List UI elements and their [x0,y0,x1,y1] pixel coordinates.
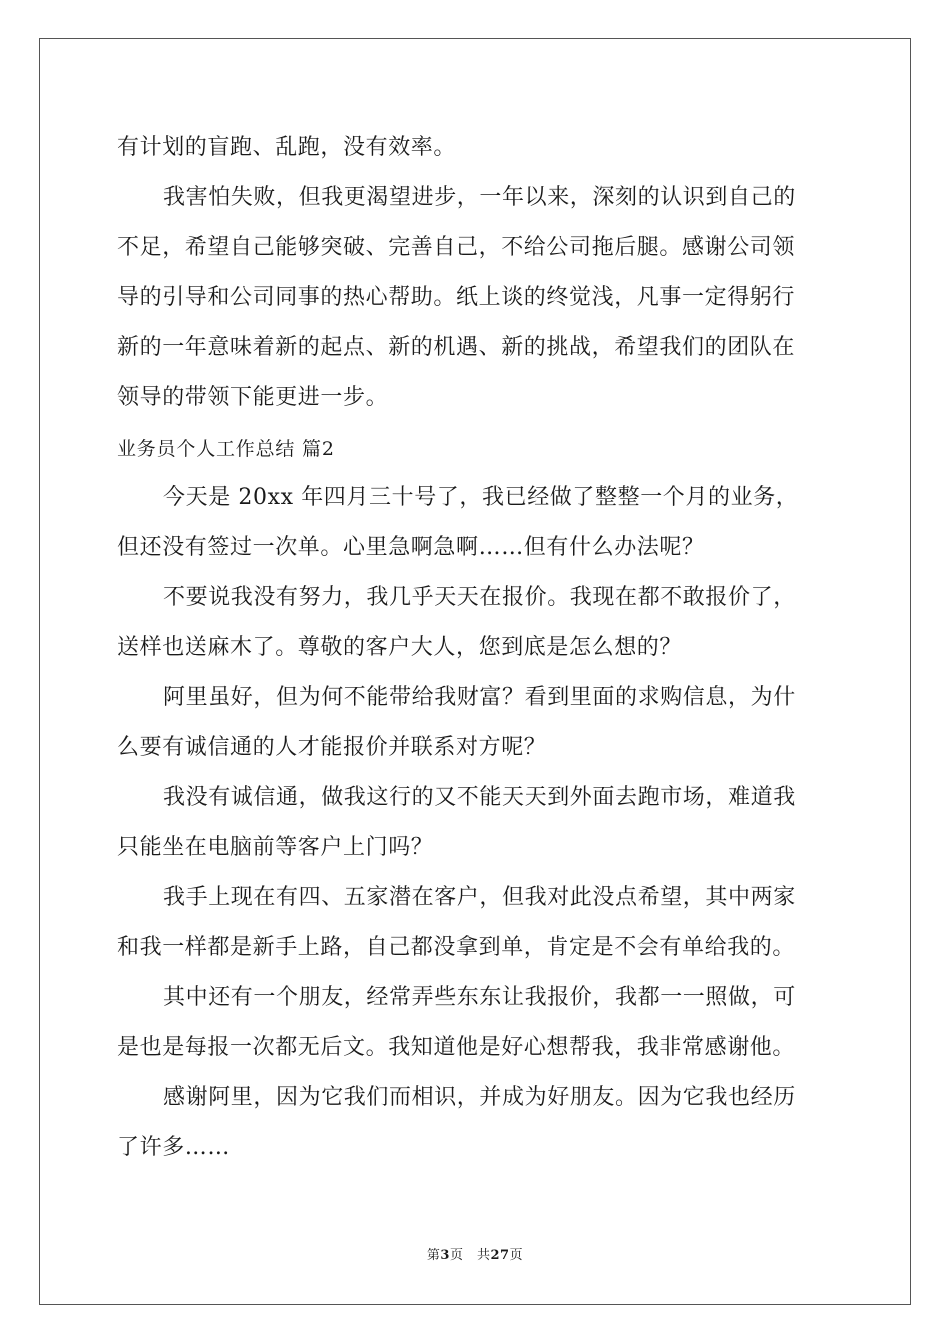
text-line: 只能坐在电脑前等客户上门吗？ [117,835,434,860]
text-line: 了许多…… [117,1135,231,1160]
text-line: 送样也送麻木了。尊敬的客户大人，您到底是怎么想的？ [117,635,683,660]
section-heading: 业务员个人工作总结 篇2 [117,438,335,460]
text-line: 导的引导和公司同事的热心帮助。纸上谈的终觉浅，凡事一定得躬行 [117,285,796,310]
text-line: 但还没有签过一次单。心里急啊急啊……但有什么办法呢？ [117,535,705,560]
page-prefix: 第 [426,1248,441,1263]
paragraph-start: 我没有诚信通，做我这行的又不能天天到外面去跑市场，难道我 [163,785,796,810]
text-line: 是也是每报一次都无后文。我知道他是好心想帮我，我非常感谢他。 [117,1035,796,1060]
paragraph-start: 我害怕失败，但我更渴望进步，一年以来，深刻的认识到自己的 [163,185,796,210]
paragraph-start: 感谢阿里，因为它我们而相识，并成为好朋友。因为它我也经历 [163,1085,796,1110]
page-suffix: 页 [509,1248,524,1263]
page-frame [39,38,911,1305]
text-line: 不足，希望自己能够突破、完善自己，不给公司拖后腿。感谢公司领 [117,235,796,260]
paragraph-start: 阿里虽好，但为何不能带给我财富？看到里面的求购信息，为什 [163,685,796,710]
text-line: 有计划的盲跑、乱跑，没有效率。 [117,135,457,160]
page-current: 3 [440,1248,450,1263]
paragraph-start: 不要说我没有努力，我几乎天天在报价。我现在都不敢报价了， [163,585,796,610]
page-footer [0,1247,950,1265]
text-line: 么要有诚信通的人才能报价并联系对方呢？ [117,735,547,760]
text-line: 新的一年意味着新的起点、新的机遇、新的挑战，希望我们的团队在 [117,335,796,360]
text-line: 和我一样都是新手上路，自己都没拿到单，肯定是不会有单给我的。 [117,935,796,960]
paragraph-start: 我手上现在有四、五家潜在客户，但我对此没点希望，其中两家 [163,885,796,910]
page-total: 27 [490,1248,510,1263]
paragraph-start: 今天是 20xx 年四月三十号了，我已经做了整整一个月的业务， [163,485,799,510]
text-line: 领导的带领下能更进一步。 [117,385,389,410]
page-mid: 页 共 [449,1248,491,1263]
paragraph-start: 其中还有一个朋友，经常弄些东东让我报价，我都一一照做，可 [163,985,796,1010]
